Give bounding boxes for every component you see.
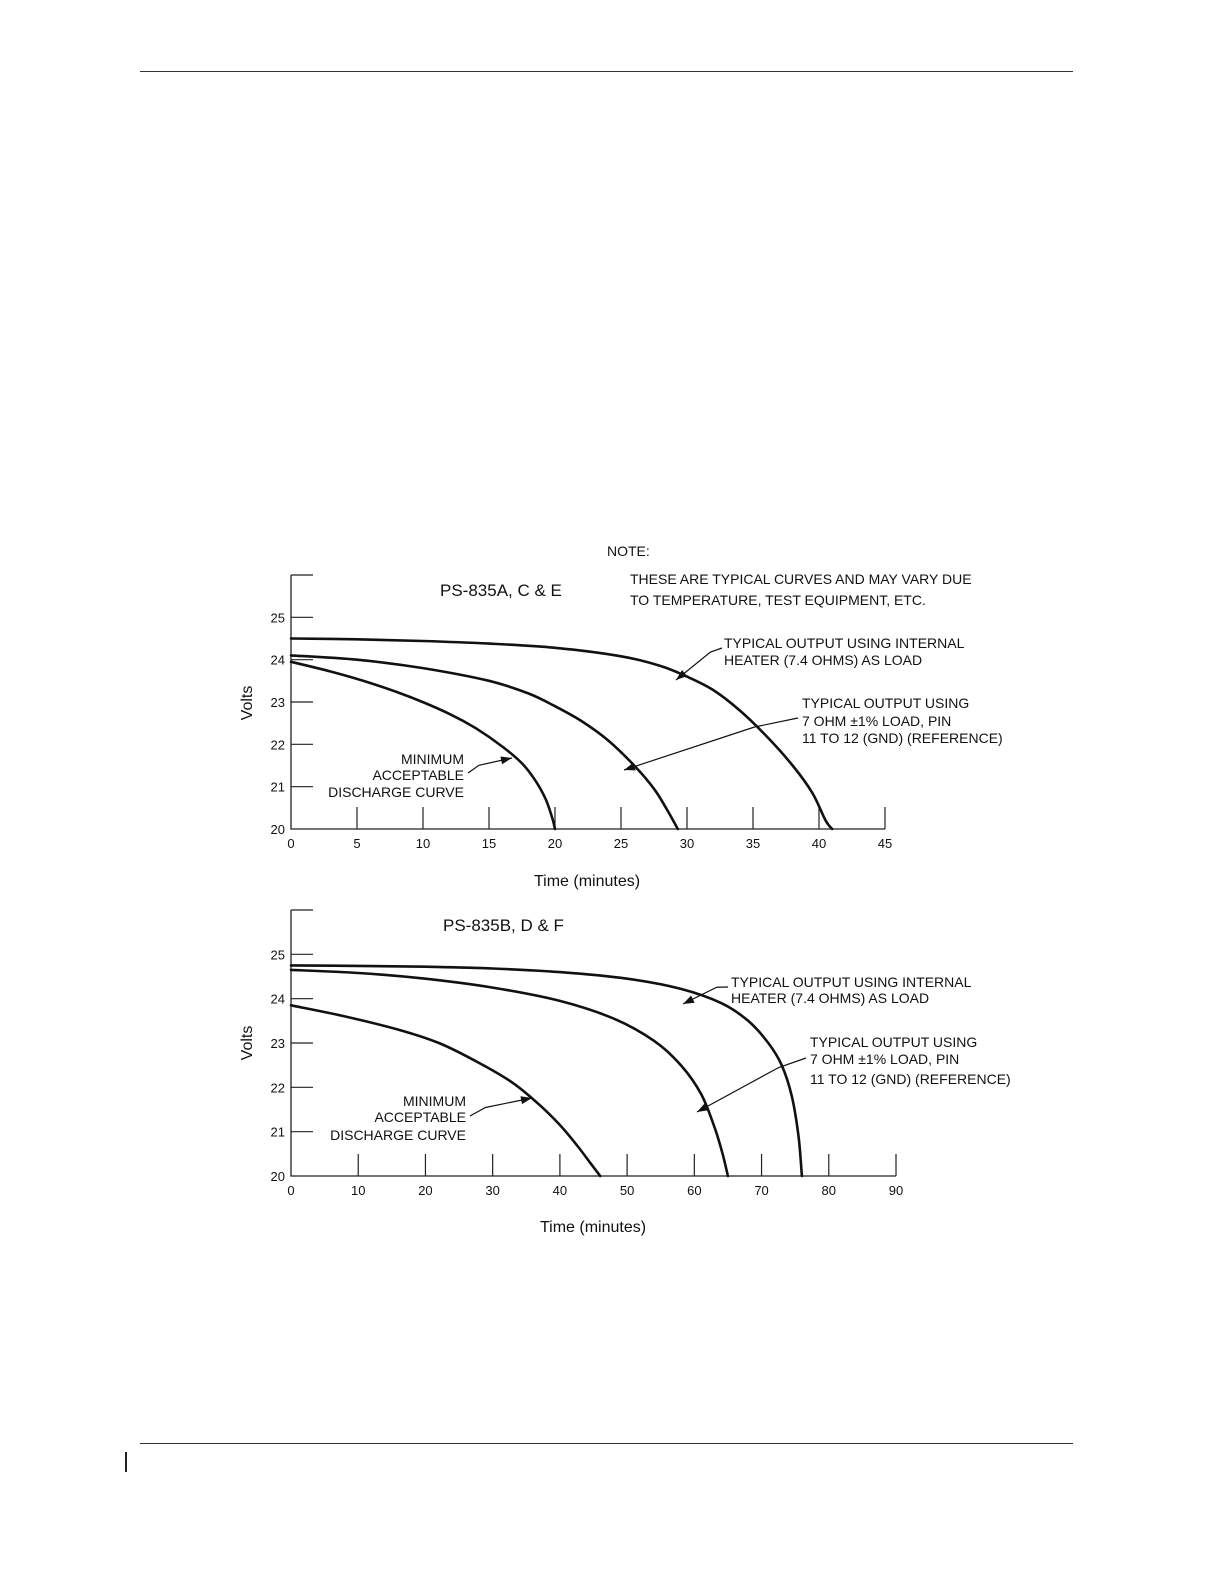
x-tick-label: 25 [613, 836, 629, 851]
curve-annotation-label: HEATER (7.4 OHMS) AS LOAD [724, 652, 923, 668]
chart-title: PS-835B, D & F [443, 916, 564, 935]
x-tick-label: 20 [418, 1183, 433, 1198]
x-tick-label: 0 [287, 1183, 295, 1198]
note-heading: NOTE: [607, 543, 650, 559]
curve-annotation-label: TYPICAL OUTPUT USING INTERNAL [724, 635, 965, 651]
x-tick-label: 15 [481, 836, 497, 851]
y-tick-label: 20 [270, 1169, 285, 1184]
curve-annotation-label: DISCHARGE CURVE [328, 784, 464, 800]
curve-annotation-label: TYPICAL OUTPUT USING INTERNAL [731, 974, 972, 990]
chart-title: PS-835A, C & E [440, 581, 562, 600]
discharge-curve-line [291, 662, 555, 829]
x-tick-label: 45 [877, 836, 893, 851]
x-tick-label: 10 [350, 1183, 366, 1198]
x-tick-label: 50 [619, 1183, 635, 1198]
curve-annotation-label: TYPICAL OUTPUT USING [810, 1034, 978, 1050]
x-tick-label: 80 [821, 1183, 837, 1198]
curve-annotation-label: MINIMUM [403, 1093, 466, 1109]
annotation-arrowhead [683, 996, 695, 1004]
x-tick-label: 10 [415, 836, 431, 851]
x-axis-label: Time (minutes) [539, 1219, 647, 1236]
curve-annotation-label: ACCEPTABLE [374, 1109, 466, 1125]
y-tick-label: 21 [270, 779, 285, 795]
curve-annotation-label: HEATER (7.4 OHMS) AS LOAD [731, 990, 930, 1006]
x-tick-label: 20 [547, 836, 563, 851]
x-tick-label: 30 [679, 836, 695, 851]
curve-annotation-label: DISCHARGE CURVE [330, 1127, 466, 1143]
y-tick-label: 22 [270, 737, 285, 753]
x-tick-label: 0 [287, 836, 295, 851]
curve-annotation-label: 7 OHM ±1% LOAD, PIN [802, 713, 952, 729]
y-tick-label: 25 [270, 947, 285, 963]
x-tick-label: 5 [353, 836, 361, 851]
x-tick-label: 70 [754, 1183, 769, 1198]
curve-annotation-label: 11 TO 12 (GND) (REFERENCE) [802, 730, 1003, 746]
y-axis-label: Volts [239, 685, 256, 721]
y-tick-label: 20 [270, 822, 285, 837]
curve-annotation-label: 7 OHM ±1% LOAD, PIN [810, 1051, 960, 1067]
discharge-curve-line [291, 970, 728, 1176]
y-tick-label: 24 [270, 652, 285, 668]
note-line-2: TO TEMPERATURE, TEST EQUIPMENT, ETC. [630, 592, 926, 608]
x-tick-label: 40 [811, 836, 827, 851]
y-tick-label: 23 [270, 1036, 285, 1051]
discharge-curve-line [291, 655, 678, 829]
annotation-leader [624, 718, 798, 770]
annotation-arrowhead [500, 756, 512, 764]
curve-annotation-label: ACCEPTABLE [372, 767, 464, 783]
y-axis-label: Volts [239, 1025, 256, 1061]
discharge-curve-line [291, 1005, 600, 1176]
x-tick-label: 60 [687, 1183, 702, 1198]
y-tick-label: 25 [270, 610, 285, 626]
y-tick-label: 22 [270, 1080, 285, 1096]
y-tick-label: 24 [270, 991, 285, 1007]
x-tick-label: 30 [485, 1183, 500, 1198]
curve-annotation-label: TYPICAL OUTPUT USING [802, 695, 970, 711]
x-tick-label: 35 [745, 836, 761, 851]
note-line-1: THESE ARE TYPICAL CURVES AND MAY VARY DUE [630, 571, 972, 587]
x-tick-label: 40 [552, 1183, 568, 1198]
chart-ps835a [239, 575, 1003, 890]
y-tick-label: 21 [270, 1124, 285, 1140]
x-axis-label: Time (minutes) [533, 873, 641, 890]
chart-ps835b [239, 910, 1011, 1236]
y-tick-label: 23 [270, 695, 285, 710]
curve-annotation-label: 11 TO 12 (GND) (REFERENCE) [810, 1071, 1011, 1087]
x-tick-label: 90 [888, 1183, 904, 1198]
curve-annotation-label: MINIMUM [401, 751, 464, 767]
